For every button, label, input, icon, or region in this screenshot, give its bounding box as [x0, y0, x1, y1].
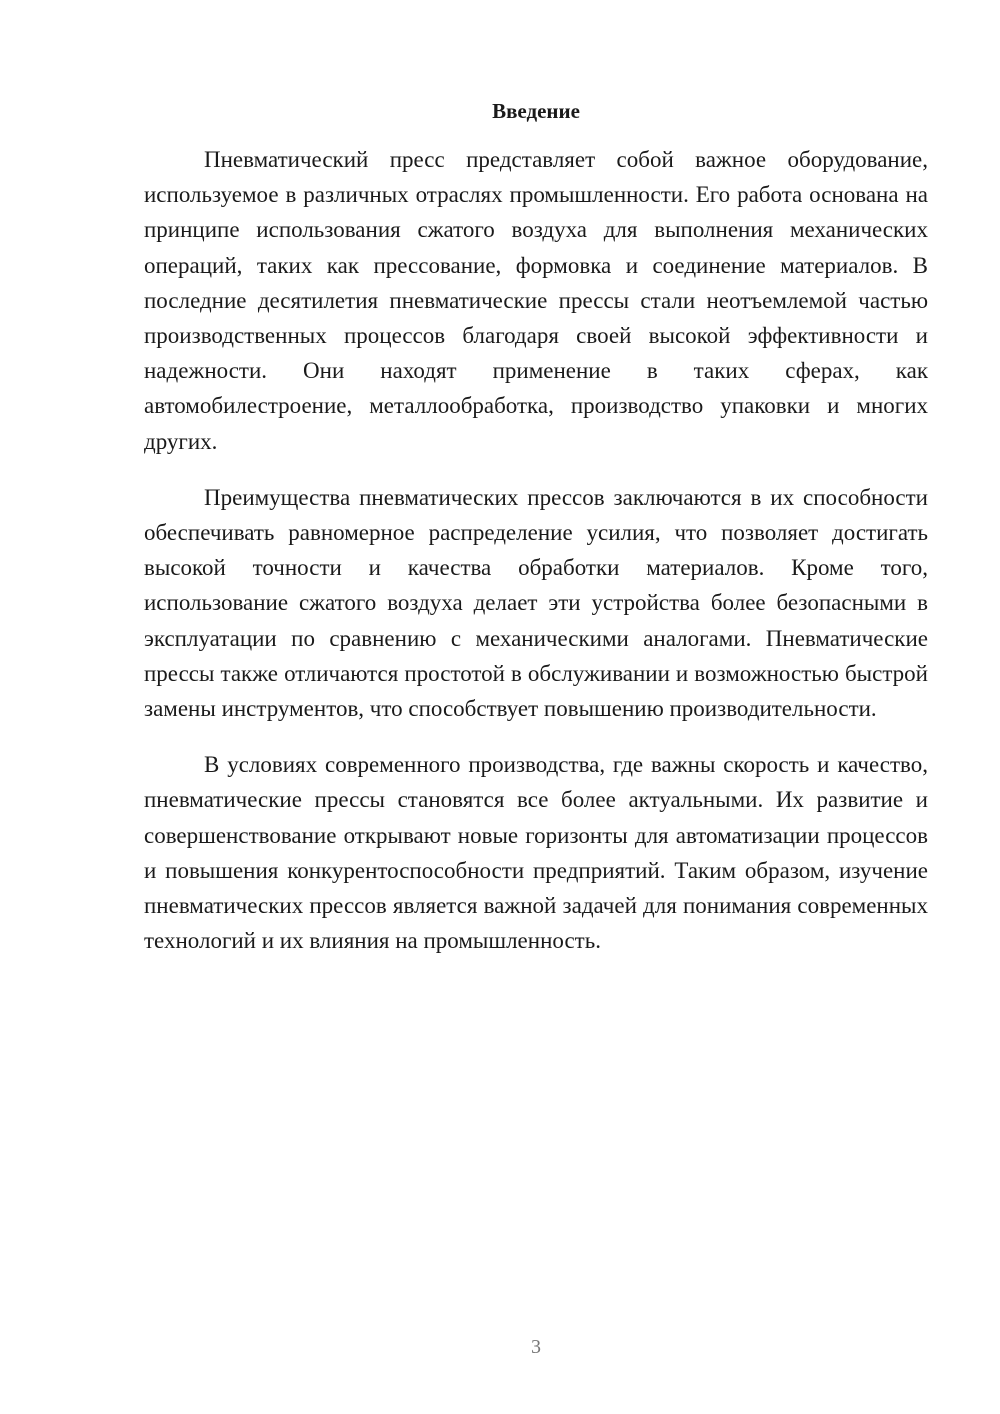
paragraph-2: Преимущества пневматических прессов заключаются в их способности обеспечивать равномерное распределение усилия, что позволяет достигать высокой точности и качества обработки материалов. Кроме того, использование сжатого воздуха делает эти устройства более безопасными в эксплуатации по сравнению с механическими аналогами. Пневматические прессы также отличаются простотой в обслуживании и возможностью быстрой замены инструментов, что способствует повышению производительности. [144, 484, 928, 722]
paragraph-3: В условиях современного производства, где важны скорость и качество, пневматические прессы становятся все более актуальными. Их развитие и совершенствование открывают новые горизонты для автоматизации процессов и повышения конкурентоспособности предприятий. Таким образом, изучение пневматических прессов является важной задачей для понимания современных технологий и их влияния на промышленность. [144, 752, 928, 954]
paragraph-1: Пневматический пресс представляет собой важное оборудование, используемое в различных отраслях промышленности. Его работа основана на принципе использования сжатого воздуха для выполнения механических операций, таких как прессование, формовка и соединение материалов. В последние десятилетия пневматические прессы стали неотъемлемой частью производственных процессов благодаря своей высокой эффективности и надежности. Они находят применение в таких сферах, как автомобилестроение, металлообработка, производство упаковки и многих других. [144, 147, 928, 454]
body-text [144, 142, 928, 979]
page-title: Введение [492, 99, 580, 123]
page-number: 3 [531, 1336, 541, 1358]
